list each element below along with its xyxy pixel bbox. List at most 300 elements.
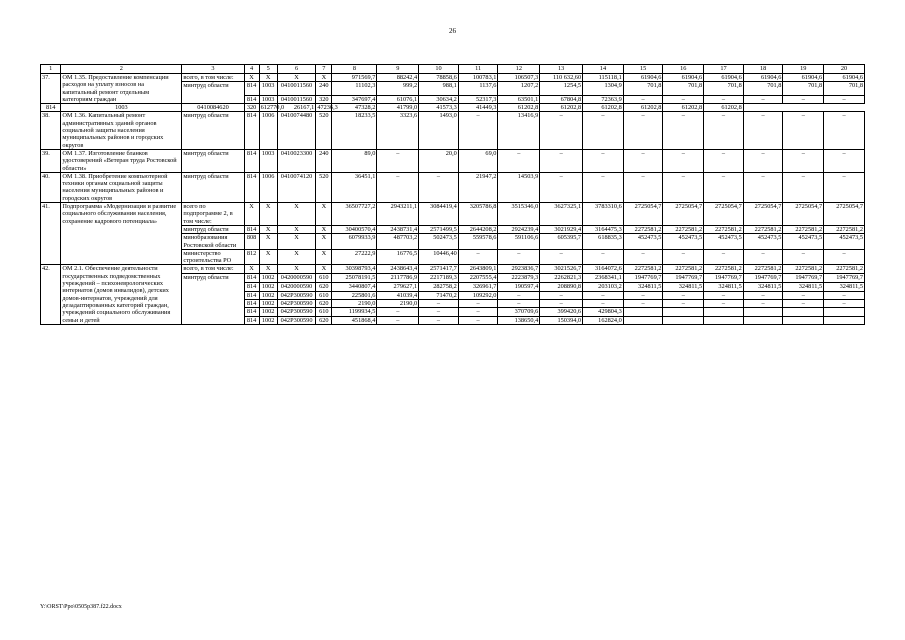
- table-cell: 106507,3: [498, 74, 540, 82]
- table-cell: 240: [316, 149, 332, 172]
- table-cell: –: [623, 172, 663, 202]
- table-cell: 701,8: [824, 82, 865, 96]
- table-cell: X: [316, 225, 332, 233]
- table-cell: 282758,2: [419, 283, 459, 291]
- table-body: [41, 65, 865, 325]
- table-cell: 1002: [259, 291, 277, 299]
- table-cell: 16776,5: [377, 249, 419, 265]
- table-cell: 26167,1: [277, 104, 316, 112]
- table-cell: минобразования Ростовской области: [182, 234, 244, 250]
- table-cell: 452473,5: [623, 234, 663, 250]
- table-cell: 1002: [259, 283, 277, 291]
- table-cell: [663, 316, 704, 324]
- table-cell: 2272581,2: [783, 225, 824, 233]
- table-cell: [704, 308, 744, 316]
- table-cell: X: [259, 203, 277, 226]
- table-cell: ОМ 1.35. Предоставление компенсации расходов на уплату взносов на капитальный ремонт отдельным категориям граждан: [61, 74, 182, 104]
- table-cell: 138650,4: [498, 316, 540, 324]
- table-cell: 14503,9: [498, 172, 540, 202]
- header-cell: 13: [540, 65, 583, 74]
- table-cell: –: [743, 249, 783, 265]
- table-cell: 6079933,9: [332, 234, 377, 250]
- table-cell: 814: [244, 299, 259, 307]
- table-cell: –: [377, 308, 419, 316]
- table-cell: X: [259, 74, 277, 82]
- table-cell: –: [458, 112, 498, 149]
- table-cell: X: [259, 249, 277, 265]
- table-cell: 2223879,3: [498, 273, 540, 283]
- table-cell: X: [316, 265, 332, 273]
- table-cell: 61202,8: [704, 104, 744, 112]
- table-cell: 2725054,7: [623, 203, 663, 226]
- table-cell: 2207555,4: [458, 273, 498, 283]
- table-cell: 36451,1: [332, 172, 377, 202]
- table-cell: 814: [244, 95, 259, 103]
- header-cell: 2: [61, 65, 182, 74]
- table-cell: Подпрограмма «Модернизация и развитие социального обслуживания населения, сохранение кадрового потенциала»: [61, 203, 182, 265]
- table-cell: 38.: [41, 112, 61, 149]
- header-cell: 4: [244, 65, 259, 74]
- table-cell: 0410074120: [277, 172, 316, 202]
- table-cell: 61904,6: [783, 74, 824, 82]
- table-cell: 3205786,8: [458, 203, 498, 226]
- table-cell: X: [277, 74, 316, 82]
- table-cell: ОМ 2.1. Обеспечение деятельности государственных подведомственных учреждений – психоневрологических интернатов (домов инвалидов), детских домов-интернатов, учреждений для дезадаптированных категорий граждан, учреждений социального обслуживания семьи и детей: [61, 265, 182, 324]
- table-cell: –: [419, 316, 459, 324]
- table-cell: 41799,0: [377, 104, 419, 112]
- table-cell: 1947769,7: [824, 273, 865, 283]
- table-cell: 20,0: [419, 149, 459, 172]
- table-cell: –: [783, 112, 824, 149]
- table-cell: 701,8: [704, 82, 744, 96]
- table-cell: 41449,3: [458, 104, 498, 112]
- table-cell: –: [663, 149, 704, 172]
- table-cell: –: [704, 149, 744, 172]
- table-cell: 326961,7: [458, 283, 498, 291]
- table-cell: –: [824, 249, 865, 265]
- table-cell: [623, 316, 663, 324]
- table-cell: –: [783, 291, 824, 299]
- table-cell: [824, 308, 865, 316]
- table-cell: [623, 308, 663, 316]
- table-cell: 47328,2: [332, 104, 377, 112]
- table-cell: 620: [316, 316, 332, 324]
- table-cell: X: [277, 265, 316, 273]
- table-cell: 61202,8: [540, 104, 583, 112]
- table-cell: 78858,6: [419, 74, 459, 82]
- table-cell: 67804,8: [540, 95, 583, 103]
- table-cell: 13416,9: [498, 112, 540, 149]
- table-cell: –: [824, 172, 865, 202]
- table-cell: –: [377, 172, 419, 202]
- table-cell: 324811,5: [663, 283, 704, 291]
- table-cell: 0410023300: [277, 149, 316, 172]
- table-cell: –: [704, 299, 744, 307]
- budget-table: [40, 64, 865, 325]
- table-cell: –: [540, 172, 583, 202]
- table-cell: 610: [316, 273, 332, 283]
- table-cell: –: [419, 308, 459, 316]
- table-cell: 30400570,4: [332, 225, 377, 233]
- table-cell: минтруд области: [182, 149, 244, 172]
- table-cell: X: [259, 234, 277, 250]
- table-cell: 1002: [259, 316, 277, 324]
- table-cell: [743, 308, 783, 316]
- table-row: [41, 149, 865, 172]
- table-cell: –: [540, 249, 583, 265]
- table-cell: –: [663, 172, 704, 202]
- table-cell: 71470,2: [419, 291, 459, 299]
- table-cell: ОМ 1.37. Изготовление бланков удостоверений «Ветеран труда Ростовской области»: [61, 149, 182, 172]
- table-cell: [704, 316, 744, 324]
- table-cell: 3084419,4: [419, 203, 459, 226]
- table-cell: 279627,1: [377, 283, 419, 291]
- table-cell: –: [377, 149, 419, 172]
- table-cell: 10446,40: [419, 249, 459, 265]
- table-cell: 1199934,5: [332, 308, 377, 316]
- table-row: [41, 172, 865, 202]
- table-cell: 2272581,2: [743, 225, 783, 233]
- table-cell: 2924239,4: [498, 225, 540, 233]
- table-cell: 814: [244, 225, 259, 233]
- table-cell: 701,8: [663, 82, 704, 96]
- table-cell: –: [704, 249, 744, 265]
- table-row: [41, 203, 865, 226]
- table-cell: 3164475,3: [583, 225, 624, 233]
- table-cell: –: [458, 249, 498, 265]
- table-cell: –: [498, 149, 540, 172]
- table-cell: 61904,6: [623, 74, 663, 82]
- table-cell: 61202,8: [663, 104, 704, 112]
- header-cell: 11: [458, 65, 498, 74]
- table-cell: –: [704, 95, 744, 103]
- table-cell: –: [623, 95, 663, 103]
- table-cell: 618835,3: [583, 234, 624, 250]
- table-cell: –: [663, 95, 704, 103]
- table-cell: всего, в том числе:: [182, 265, 244, 273]
- table-cell: всего по подпрограмме 2, в том числе:: [182, 203, 244, 226]
- table-cell: –: [783, 249, 824, 265]
- table-cell: –: [743, 291, 783, 299]
- table-cell: –: [540, 291, 583, 299]
- table-cell: –: [419, 299, 459, 307]
- table-cell: 1002: [259, 308, 277, 316]
- table-cell: –: [377, 316, 419, 324]
- table-cell: [663, 308, 704, 316]
- table-cell: 240: [316, 82, 332, 96]
- table-cell: –: [704, 291, 744, 299]
- table-cell: 042P300590: [277, 308, 316, 316]
- table-cell: 487703,2: [377, 234, 419, 250]
- table-cell: –: [583, 299, 624, 307]
- table-cell: 109292,0: [458, 291, 498, 299]
- table-cell: –: [783, 95, 824, 103]
- table-cell: 814: [244, 82, 259, 96]
- table-cell: 3323,6: [377, 112, 419, 149]
- header-cell: 14: [583, 65, 624, 74]
- table-cell: 452473,5: [824, 234, 865, 250]
- header-cell: 6: [277, 65, 316, 74]
- table-cell: 61076,1: [377, 95, 419, 103]
- table-cell: 814: [244, 112, 259, 149]
- table-cell: 612770,0: [260, 104, 285, 112]
- table-cell: 042P300590: [277, 291, 316, 299]
- table-cell: 0410011560: [277, 95, 316, 103]
- table-cell: 620: [316, 283, 332, 291]
- table-cell: министерство строительства РО: [182, 249, 244, 265]
- table-cell: –: [583, 149, 624, 172]
- table-cell: 2368341,1: [583, 273, 624, 283]
- table-cell: 25078191,5: [332, 273, 377, 283]
- table-cell: 1003: [259, 82, 277, 96]
- table-cell: 610: [316, 291, 332, 299]
- table-cell: ОМ 1.38. Приобретение компьютерной техники органам социальной защиты населения муниципальных районов и городских округов: [61, 172, 182, 202]
- header-cell: 10: [419, 65, 459, 74]
- table-cell: –: [498, 291, 540, 299]
- table-cell: 2923836,7: [498, 265, 540, 273]
- table-cell: 370709,6: [498, 308, 540, 316]
- table-cell: 115118,1: [583, 74, 624, 82]
- table-cell: 808: [244, 234, 259, 250]
- table-cell: 042P300590: [277, 299, 316, 307]
- table-cell: –: [498, 249, 540, 265]
- table-cell: 2643809,1: [458, 265, 498, 273]
- table-cell: 52317,3: [458, 95, 498, 103]
- table-cell: 2438731,4: [377, 225, 419, 233]
- table-cell: 21947,2: [458, 172, 498, 202]
- table-cell: 559578,6: [458, 234, 498, 250]
- table-cell: 72363,9: [583, 95, 624, 103]
- table-cell: 324811,5: [623, 283, 663, 291]
- table-cell: 2272581,2: [824, 225, 865, 233]
- table-cell: –: [783, 299, 824, 307]
- table-cell: 399420,6: [540, 308, 583, 316]
- table-cell: 18233,5: [332, 112, 377, 149]
- table-cell: 814: [244, 283, 259, 291]
- table-cell: 41573,3: [419, 104, 459, 112]
- table-cell: 1947769,7: [663, 273, 704, 283]
- table-cell: 1006: [259, 112, 277, 149]
- table-cell: X: [316, 249, 332, 265]
- table-cell: 2725054,7: [663, 203, 704, 226]
- table-cell: –: [540, 299, 583, 307]
- table-cell: 999,2: [377, 82, 419, 96]
- table-cell: –: [743, 149, 783, 172]
- table-cell: 452473,5: [783, 234, 824, 250]
- table-cell: –: [824, 291, 865, 299]
- table-cell: 2272581,2: [783, 265, 824, 273]
- header-cell: 18: [743, 65, 783, 74]
- table-cell: 1137,6: [458, 82, 498, 96]
- table-cell: –: [743, 172, 783, 202]
- table-row: [41, 74, 865, 82]
- header-cell: 7: [316, 65, 332, 74]
- header-cell: 15: [623, 65, 663, 74]
- table-cell: 150394,0: [540, 316, 583, 324]
- table-cell: 971569,7: [332, 74, 377, 82]
- header-cell: 16: [663, 65, 704, 74]
- table-cell: X: [277, 225, 316, 233]
- table-cell: 3783310,6: [583, 203, 624, 226]
- table-cell: [783, 308, 824, 316]
- table-cell: –: [783, 172, 824, 202]
- table-cell: 1947769,7: [743, 273, 783, 283]
- table-cell: 61202,8: [583, 104, 624, 112]
- table-cell: 39.: [41, 149, 61, 172]
- table-cell: 3021929,4: [540, 225, 583, 233]
- table-cell: 2725054,7: [824, 203, 865, 226]
- table-cell: [824, 316, 865, 324]
- table-cell: 190597,4: [498, 283, 540, 291]
- table-cell: X: [244, 203, 259, 226]
- table-cell: 451868,4: [332, 316, 377, 324]
- table-cell: 36507727,2: [332, 203, 377, 226]
- table-cell: 2725054,7: [704, 203, 744, 226]
- table-cell: 40.: [41, 172, 61, 202]
- table-cell: –: [623, 299, 663, 307]
- table-cell: 1254,5: [540, 82, 583, 96]
- table-cell: –: [743, 95, 783, 103]
- table-cell: –: [663, 112, 704, 149]
- table-cell: –: [623, 291, 663, 299]
- table-cell: 2272581,2: [663, 265, 704, 273]
- table-cell: 89,0: [332, 149, 377, 172]
- table-cell: 42.: [41, 265, 61, 324]
- table-cell: 320: [244, 104, 259, 112]
- table-cell: 814: [244, 308, 259, 316]
- table-cell: 61904,6: [824, 74, 865, 82]
- table-cell: 0420000590: [277, 273, 316, 283]
- table-cell: 814: [244, 149, 259, 172]
- table-cell: 100783,1: [458, 74, 498, 82]
- table-cell: 324811,5: [743, 283, 783, 291]
- table-cell: 2725054,7: [743, 203, 783, 226]
- table-cell: 814: [244, 273, 259, 283]
- header-cell: 5: [259, 65, 277, 74]
- table-cell: 2571499,5: [419, 225, 459, 233]
- table-cell: минтруд области: [182, 112, 244, 149]
- table-cell: –: [663, 249, 704, 265]
- table-cell: 1006: [259, 172, 277, 202]
- table-cell: 988,1: [419, 82, 459, 96]
- table-cell: 63501,1: [498, 95, 540, 103]
- table-cell: X: [316, 74, 332, 82]
- table-cell: 41039,4: [377, 291, 419, 299]
- table-cell: 1947769,7: [704, 273, 744, 283]
- table-cell: 452473,5: [743, 234, 783, 250]
- table-cell: 814: [41, 104, 61, 112]
- table-row: [41, 104, 865, 112]
- table-cell: 3021526,7: [540, 265, 583, 273]
- table-cell: –: [458, 299, 498, 307]
- table-cell: 162824,0: [583, 316, 624, 324]
- table-cell: 0410011560: [277, 82, 316, 96]
- table-cell: 2272581,2: [743, 265, 783, 273]
- table-cell: 3164072,6: [583, 265, 624, 273]
- table-cell: –: [743, 299, 783, 307]
- table-cell: 61904,6: [663, 74, 704, 82]
- table-cell: X: [316, 203, 332, 226]
- table-cell: 429804,3: [583, 308, 624, 316]
- table-cell: 2438643,4: [377, 265, 419, 273]
- table-cell: –: [458, 308, 498, 316]
- table-cell: –: [663, 299, 704, 307]
- table-cell: 2644208,2: [458, 225, 498, 233]
- file-path-footer: Y:\ORST\Ppo\0505p387.f22.docx: [40, 604, 122, 610]
- table-cell: 605395,7: [540, 234, 583, 250]
- header-cell: 3: [182, 65, 244, 74]
- table-cell: X: [277, 249, 316, 265]
- table-cell: всего, в том числе:: [182, 74, 244, 82]
- table-cell: –: [498, 299, 540, 307]
- table-cell: X: [277, 203, 316, 226]
- table-cell: 110 632,60: [540, 74, 583, 82]
- table-cell: 61202,8: [498, 104, 540, 112]
- table-cell: 347697,4: [332, 95, 377, 103]
- page-number: 26: [449, 27, 456, 35]
- table-cell: 042P300590: [277, 316, 316, 324]
- table-cell: 452473,5: [704, 234, 744, 250]
- table-cell: –: [783, 149, 824, 172]
- table-cell: минтруд области: [182, 82, 244, 104]
- table-cell: 2272581,2: [704, 265, 744, 273]
- table-cell: 701,8: [623, 82, 663, 96]
- table-cell: 1002: [259, 299, 277, 307]
- table-cell: 324811,5: [704, 283, 744, 291]
- table-cell: 203103,2: [583, 283, 624, 291]
- table-cell: минтруд области: [182, 172, 244, 202]
- table-cell: 2117786,9: [377, 273, 419, 283]
- table-cell: X: [316, 234, 332, 250]
- table-cell: 701,8: [783, 82, 824, 96]
- table-cell: –: [540, 149, 583, 172]
- table-cell: 2190,0: [332, 299, 377, 307]
- header-cell: 19: [783, 65, 824, 74]
- table-cell: 2262821,3: [540, 273, 583, 283]
- table-cell: X: [259, 225, 277, 233]
- table-cell: 1493,0: [419, 112, 459, 149]
- table-cell: 2571417,7: [419, 265, 459, 273]
- table-cell: –: [583, 172, 624, 202]
- table-cell: –: [583, 112, 624, 149]
- table-cell: –: [824, 299, 865, 307]
- table-cell: 2943211,1: [377, 203, 419, 226]
- table-cell: –: [743, 112, 783, 149]
- header-cell: 8: [332, 65, 377, 74]
- table-cell: 37.: [41, 74, 61, 104]
- table-cell: 27222,9: [332, 249, 377, 265]
- table-cell: 2272581,2: [663, 225, 704, 233]
- table-cell: 69,0: [458, 149, 498, 172]
- table-cell: –: [824, 95, 865, 103]
- table-cell: –: [704, 172, 744, 202]
- table-cell: 0410084620: [182, 104, 244, 112]
- table-cell: –: [704, 112, 744, 149]
- table-cell: X: [277, 234, 316, 250]
- table-cell: 208890,8: [540, 283, 583, 291]
- table-cell: [743, 316, 783, 324]
- table-cell: 324811,5: [783, 283, 824, 291]
- table-cell: –: [824, 112, 865, 149]
- table-cell: 812: [244, 249, 259, 265]
- table-cell: 2190,0: [377, 299, 419, 307]
- table-cell: –: [458, 316, 498, 324]
- table-cell: 2725054,7: [783, 203, 824, 226]
- table-cell: X: [244, 265, 259, 273]
- table-row: [41, 265, 865, 273]
- table-row: [41, 112, 865, 149]
- table-cell: 814: [244, 172, 259, 202]
